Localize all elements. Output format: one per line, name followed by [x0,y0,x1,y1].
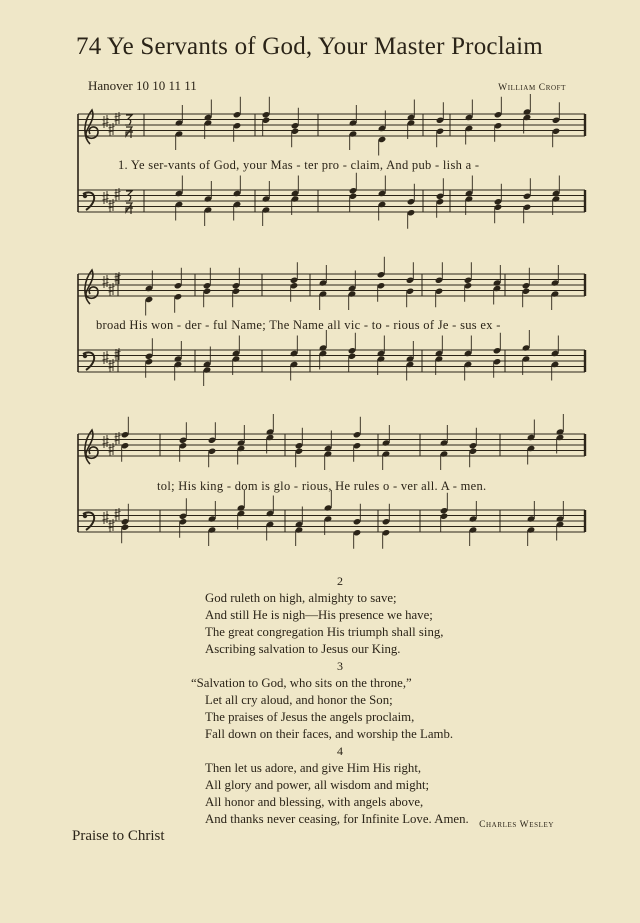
verse-number: 2 [337,574,343,588]
treble-clef-icon [85,430,98,464]
sharp-icon [103,115,109,128]
bass-clef-dot [83,194,87,198]
sharp-icon [103,191,109,204]
verse-number: 4 [337,744,343,758]
verse-line: All honor and blessing, with angels above, [205,795,424,809]
verse-line: And thanks never ceasing, for Infinite Love. Amen. [205,812,469,826]
verse-line: “Salvation to God, who sits on the throne,” [191,676,412,690]
bass-clef-dot [83,354,87,358]
lyric-line-1: 1. Ye ser-vants of God, your Mas - ter pro - claim, And pub - lish a - [118,158,480,172]
lyric-line-2: broad His won - der - ful Name; The Name all vic - to - rious of Je - sus ex - [96,318,501,332]
composer-credit: William Croft [498,83,566,93]
verse-line: Then let us adore, and give Him His right, [205,761,422,775]
verse-line: The praises of Jesus the angels proclaim, [205,710,415,724]
verse-line: God ruleth on high, almighty to save; [205,591,397,605]
sharp-icon [103,435,109,448]
lyric-line-3: tol; His king - dom is glo - rious, He rules o - ver all. A - men. [157,479,487,493]
bass-clef-dot [83,514,87,518]
section-footer: Praise to Christ [72,828,165,844]
verse-line: The great congregation His triumph shall sing, [205,625,444,639]
hymn-title: 74 Ye Servants of God, Your Master Proclaim [76,33,543,60]
treble-clef-icon [85,270,98,304]
verse-line: And still He is nigh—His presence we have; [205,608,433,622]
verse-line: All glory and power, all wisdom and might; [205,778,430,792]
sharp-icon [103,275,109,288]
verse-line: Ascribing salvation to Jesus our King. [205,642,401,656]
author-credit: Charles Wesley [479,820,554,830]
verse-line: Fall down on their faces, and worship the Lamb. [205,727,454,741]
verse-line: Let all cry aloud, and honor the Son; [205,693,393,707]
sharp-icon [103,511,109,524]
time-signature-icon [125,115,133,138]
tune-name: Hanover 10 10 11 11 [88,78,197,93]
time-signature-icon [125,191,133,214]
verse-number: 3 [337,659,343,673]
sharp-icon [103,351,109,364]
treble-clef-icon [85,110,98,144]
